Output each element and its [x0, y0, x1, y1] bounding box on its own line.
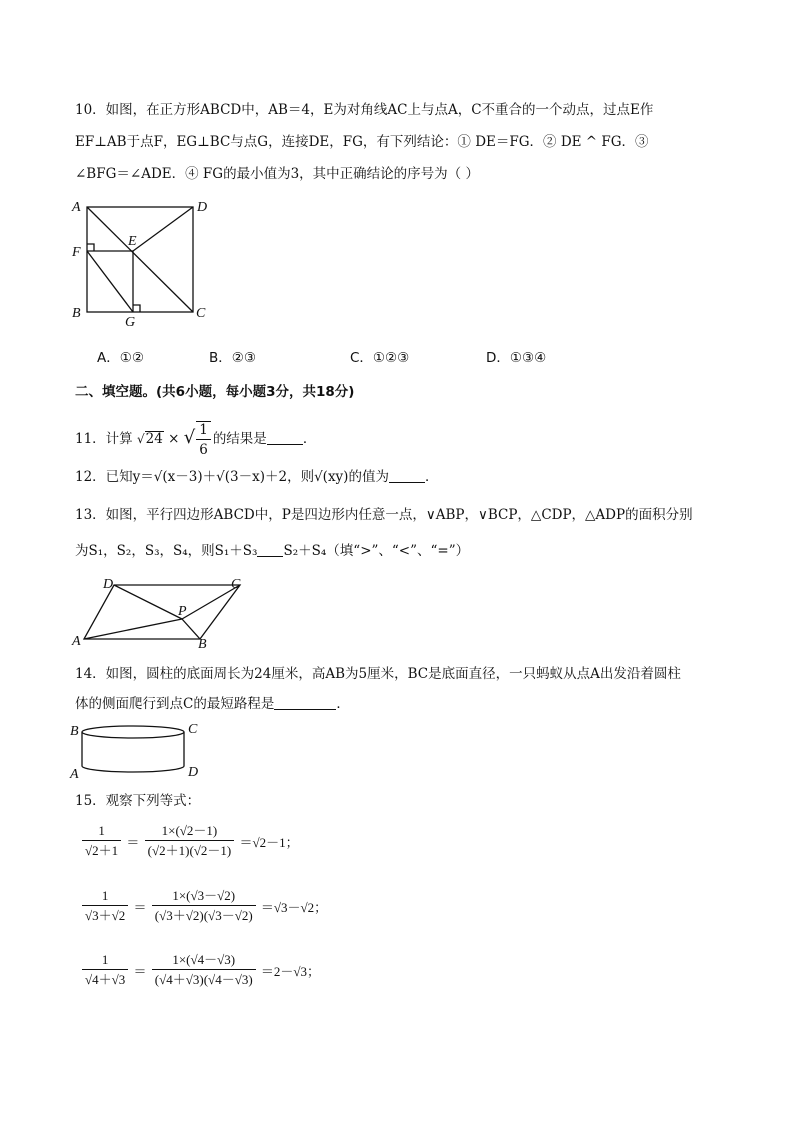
q11-prefix: 11．计算 — [75, 431, 133, 447]
label-B: B — [70, 724, 79, 739]
label-C: C — [231, 577, 241, 592]
section-heading: 二、填空题。(共6小题，每小题3分，共18分) — [75, 384, 355, 400]
parallelogram-figure — [70, 573, 250, 653]
eq1-mid-num: 1×(√2－1) — [145, 823, 235, 841]
q11-frac-den: 6 — [199, 441, 208, 458]
q14-end: ． — [336, 696, 350, 712]
q11-frac-num: 1 — [196, 422, 211, 440]
eq2-mid-den: (√3＋√2)(√3－√2) — [154, 908, 253, 923]
q11-line: 11．计算 √24 × √ $\frac{1}{6}$ 的结果是 ． — [75, 421, 317, 458]
eq1-mid-den: (√2＋1)(√2－1) — [147, 843, 232, 858]
option-d: D．①③④ — [486, 350, 547, 366]
label-A: A — [70, 767, 79, 782]
q11-times: × — [168, 431, 180, 447]
equation-3: $\frac{1}{√4+√3}$ ＝ $\frac{1\times(√4-√3)}{(√4+√3)(√4-√3)}$ ＝2－√3； — [80, 952, 320, 989]
eq2-lhs-den: √3＋√2 — [85, 908, 126, 923]
label-D: D — [197, 200, 208, 215]
q11-end: ． — [302, 431, 317, 447]
q14-line-1: 14．如图，圆柱的底面周长为24厘米，高AB为5厘米，BC是底面直径，一只蚂蚁从点A出发沿着圆柱 — [75, 666, 681, 682]
square-figure — [68, 195, 218, 330]
q14-line-2 — [75, 694, 350, 714]
label-B: B — [72, 306, 81, 321]
label-A: A — [72, 634, 81, 649]
option-c: C．①②③ — [350, 350, 410, 366]
label-F: F — [72, 245, 81, 260]
q10-line-2: EF⊥AB于点F，EG⊥BC与点G，连接DE，FG，有下列结论：① DE＝FG．② DE ^ FG．③ — [75, 134, 649, 150]
q12-end: ． — [424, 469, 439, 485]
q13-line-2 — [75, 541, 469, 561]
label-D: D — [188, 765, 199, 780]
q13-line-2a: 为S₁，S₂，S₃，S₄，则S₁＋S₃ — [75, 543, 258, 559]
option-a: A．①② — [97, 350, 144, 366]
eq3-mid-den: (√4＋√3)(√4－√3) — [154, 972, 253, 987]
label-E: E — [128, 234, 137, 249]
equation-1: $\frac{1}{√2+1}$ ＝ $\frac{1\times(√2-1)}{(√2+1)(√2-1)}$ ＝√2－1； — [80, 823, 299, 860]
label-G: G — [125, 315, 136, 330]
option-b: B．②③ — [209, 350, 256, 366]
q12-text: 12．已知y＝√(x－3)＋√(3－x)＋2，则√(xy)的值为 — [75, 469, 389, 485]
label-C: C — [188, 722, 198, 737]
q10-line-1: 10．如图，在正方形ABCD中，AB＝4，E为对角线AC上与点A，C不重合的一个动点，过点E作 — [75, 102, 654, 118]
label-P: P — [178, 604, 187, 619]
label-D: D — [103, 577, 114, 592]
eq3-lhs-den: √4＋√3 — [85, 972, 126, 987]
q15-title: 15．观察下列等式： — [75, 793, 201, 809]
cylinder-figure — [68, 718, 208, 784]
q12-line — [75, 467, 438, 487]
q13-line-1: 13．如图，平行四边形ABCD中，P是四边形内任意一点，∨ABP，∨BCP，△CDP，△ADP的面积分别 — [75, 507, 693, 523]
eq2-rhs: ＝√3－√2； — [260, 900, 328, 915]
label-A: A — [72, 200, 81, 215]
q10-line-3: ∠BFG＝∠ADE．④ FG的最小值为3，其中正确结论的序号为（ ） — [75, 166, 479, 182]
eq3-rhs: ＝2－√3； — [260, 964, 321, 979]
label-C: C — [196, 306, 206, 321]
label-B: B — [198, 637, 207, 652]
q11-radicand: 24 — [145, 431, 163, 447]
q13-line-2b: S₂＋S₄（填“>”、“<”、“=”） — [283, 543, 470, 559]
q14-line-2-text: 体的侧面爬行到点C的最短路程是 — [75, 696, 275, 712]
eq1-lhs-den: √2＋1 — [85, 843, 119, 858]
eq1-rhs: ＝√2－1； — [239, 835, 299, 850]
eq2-mid-num: 1×(√3－√2) — [152, 888, 256, 906]
equation-2: $\frac{1}{√3+√2}$ ＝ $\frac{1\times(√3-√2)}{(√3+√2)(√3-√2)}$ ＝√3－√2； — [80, 888, 327, 925]
q11-suffix: 的结果是 — [212, 431, 267, 447]
eq3-mid-num: 1×(√4－√3) — [152, 952, 256, 970]
